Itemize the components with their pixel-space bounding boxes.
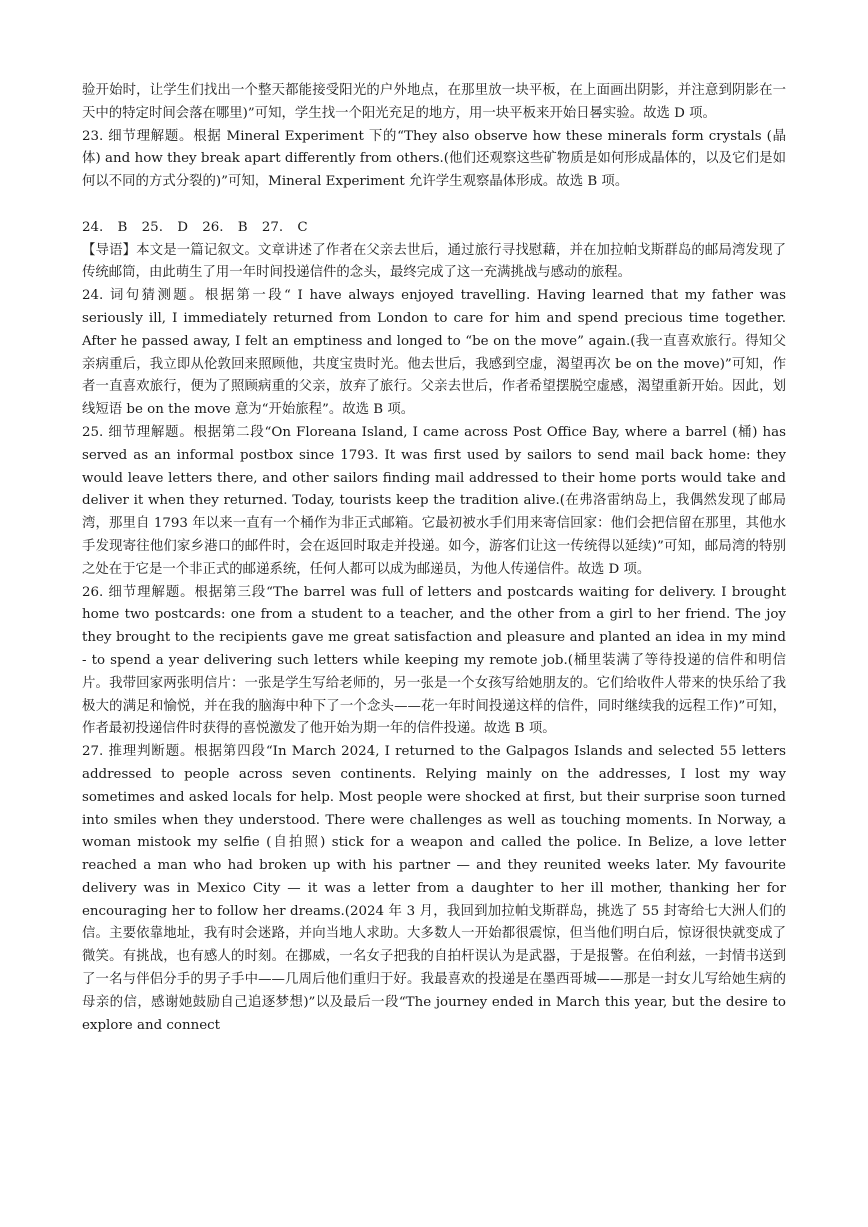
document-body	[82, 80, 786, 1037]
paragraph-gap	[82, 194, 786, 217]
paragraph-q25-explanation: 25. 细节理解题。根据第二段“On Floreana Island, I came across Post Office Bay, where a barrel (桶) has served as an informal postbox since 1793. It was first used by sailors to send mail back home: they would leave letters there, and other sailors finding mail addressed to their home ports would take and deliver it when they returned. Today, tourists keep the tradition alive.(在弗洛雷纳岛上，我偶然发现了邮局湾，那里自 1793 年以来一直有一个桶作为非正式邮箱。它最初被水手们用来寄信回家：他们会把信留在那里，其他水手发现寄往他们家乡港口的邮件时，会在返回时取走并投递。如今，游客们让这一传统得以延续)”可知，邮局湾的特别之处在于它是一个非正式的邮递系统，任何人都可以成为邮递员，为他人传递信件。故选 D 项。	[82, 424, 786, 577]
passage-intro: 【导语】本文是一篇记叙文。文章讲述了作者在父亲去世后，通过旅行寻找慰藉，并在加拉帕戈斯群岛的邮局湾发现了传统邮筒，由此萌生了用一年时间投递信件的念头，最终完成了这一充满挑战与感动的旅程。	[82, 242, 786, 281]
answer-key-line: 24. B 25. D 26. B 27. C	[82, 219, 308, 235]
paragraph-q27-explanation: 27. 推理判断题。根据第四段“In March 2024, I returned to the Galpagos Islands and selected 55 letters addressed to people across seven continents. Relying mainly on the addresses, I lost my way sometimes and asked locals for help. Most people were shocked at first, but their surprise soon turned into smiles when they understood. There were challenges as well as touching moments. In Norway, a woman mistook my selfie (自拍照) stick for a weapon and called the police. In Belize, a love letter reached a man who had broken up with his partner — and they reunited weeks later. My favourite delivery was in Mexico City — it was a letter from a daughter to her ill mother, thanking her for encouraging her to follow her dreams.(2024 年 3 月，我回到加拉帕戈斯群岛，挑选了 55 封寄给七大洲人们的信。主要依靠地址，我有时会迷路，并向当地人求助。大多数人一开始都很震惊，但当他们明白后，惊讶很快就变成了微笑。有挑战，也有感人的时刻。在挪威，一名女子把我的自拍杆误认为是武器，于是报警。在伯利兹，一封情书送到了一名与伴侣分手的男子手中——几周后他们重归于好。我最喜欢的投递是在墨西哥城——那是一封女儿写给她生病的母亲的信，感谢她鼓励自己追逐梦想)”以及最后一段“The journey ended in March this year, but the desire to explore and connect	[82, 744, 786, 1033]
paragraph-sundial-conclusion: 验开始时，让学生们找出一个整天都能接受阳光的户外地点，在那里放一块平板，在上面画出阴影，并注意到阴影在一天中的特定时间会落在哪里)”可知，学生找一个阳光充足的地方，用一块平板来开始日晷实验。故选 D 项。	[82, 83, 786, 121]
paragraph-q23-explanation: 23. 细节理解题。根据 Mineral Experiment 下的“They also observe how these minerals form crystals (晶体) and how they break apart differently from others.(他们还观察这些矿物质是如何形成晶体的，以及它们是如何以不同的方式分裂的)”可知，Mineral Experiment 允许学生观察晶体形成。故选 B 项。	[82, 128, 786, 190]
paragraph-q26-explanation: 26. 细节理解题。根据第三段“The barrel was full of letters and postcards waiting for delivery. I brought home two postcards: one from a student to a teacher, and the other from a girl to her friend. The joy they brought to the recipients gave me great satisfaction and pleasure and planted an idea in my mind - to spend a year delivering such letters while keeping my remote job.(桶里装满了等待投递的信件和明信片。我带回家两张明信片：一张是学生写给老师的，另一张是一个女孩写给她朋友的。它们给收件人带来的快乐给了我极大的满足和愉悦，并在我的脑海中种下了一个念头——花一年时间投递这样的信件，同时继续我的远程工作)”可知，作者最初投递信件时获得的喜悦激发了他开始为期一年的信件投递。故选 B 项。	[82, 584, 786, 737]
paragraph-q24-explanation: 24. 词句猜测题。根据第一段“ I have always enjoyed travelling. Having learned that my father was seriously ill, I immediately returned from London to care for him and spend precious time together. After he passed away, I felt an emptiness and longed to “be on the move” again.(我一直喜欢旅行。得知父亲病重后，我立即从伦敦回来照顾他，共度宝贵时光。他去世后，我感到空虚，渴望再次 be on the move)”可知，作者一直喜欢旅行，便为了照顾病重的父亲，放弃了旅行。父亲去世后，作者希望摆脱空虚感，渴望重新开始。因此，划线短语 be on the move 意为“开始旅程”。故选 B 项。	[82, 288, 786, 418]
